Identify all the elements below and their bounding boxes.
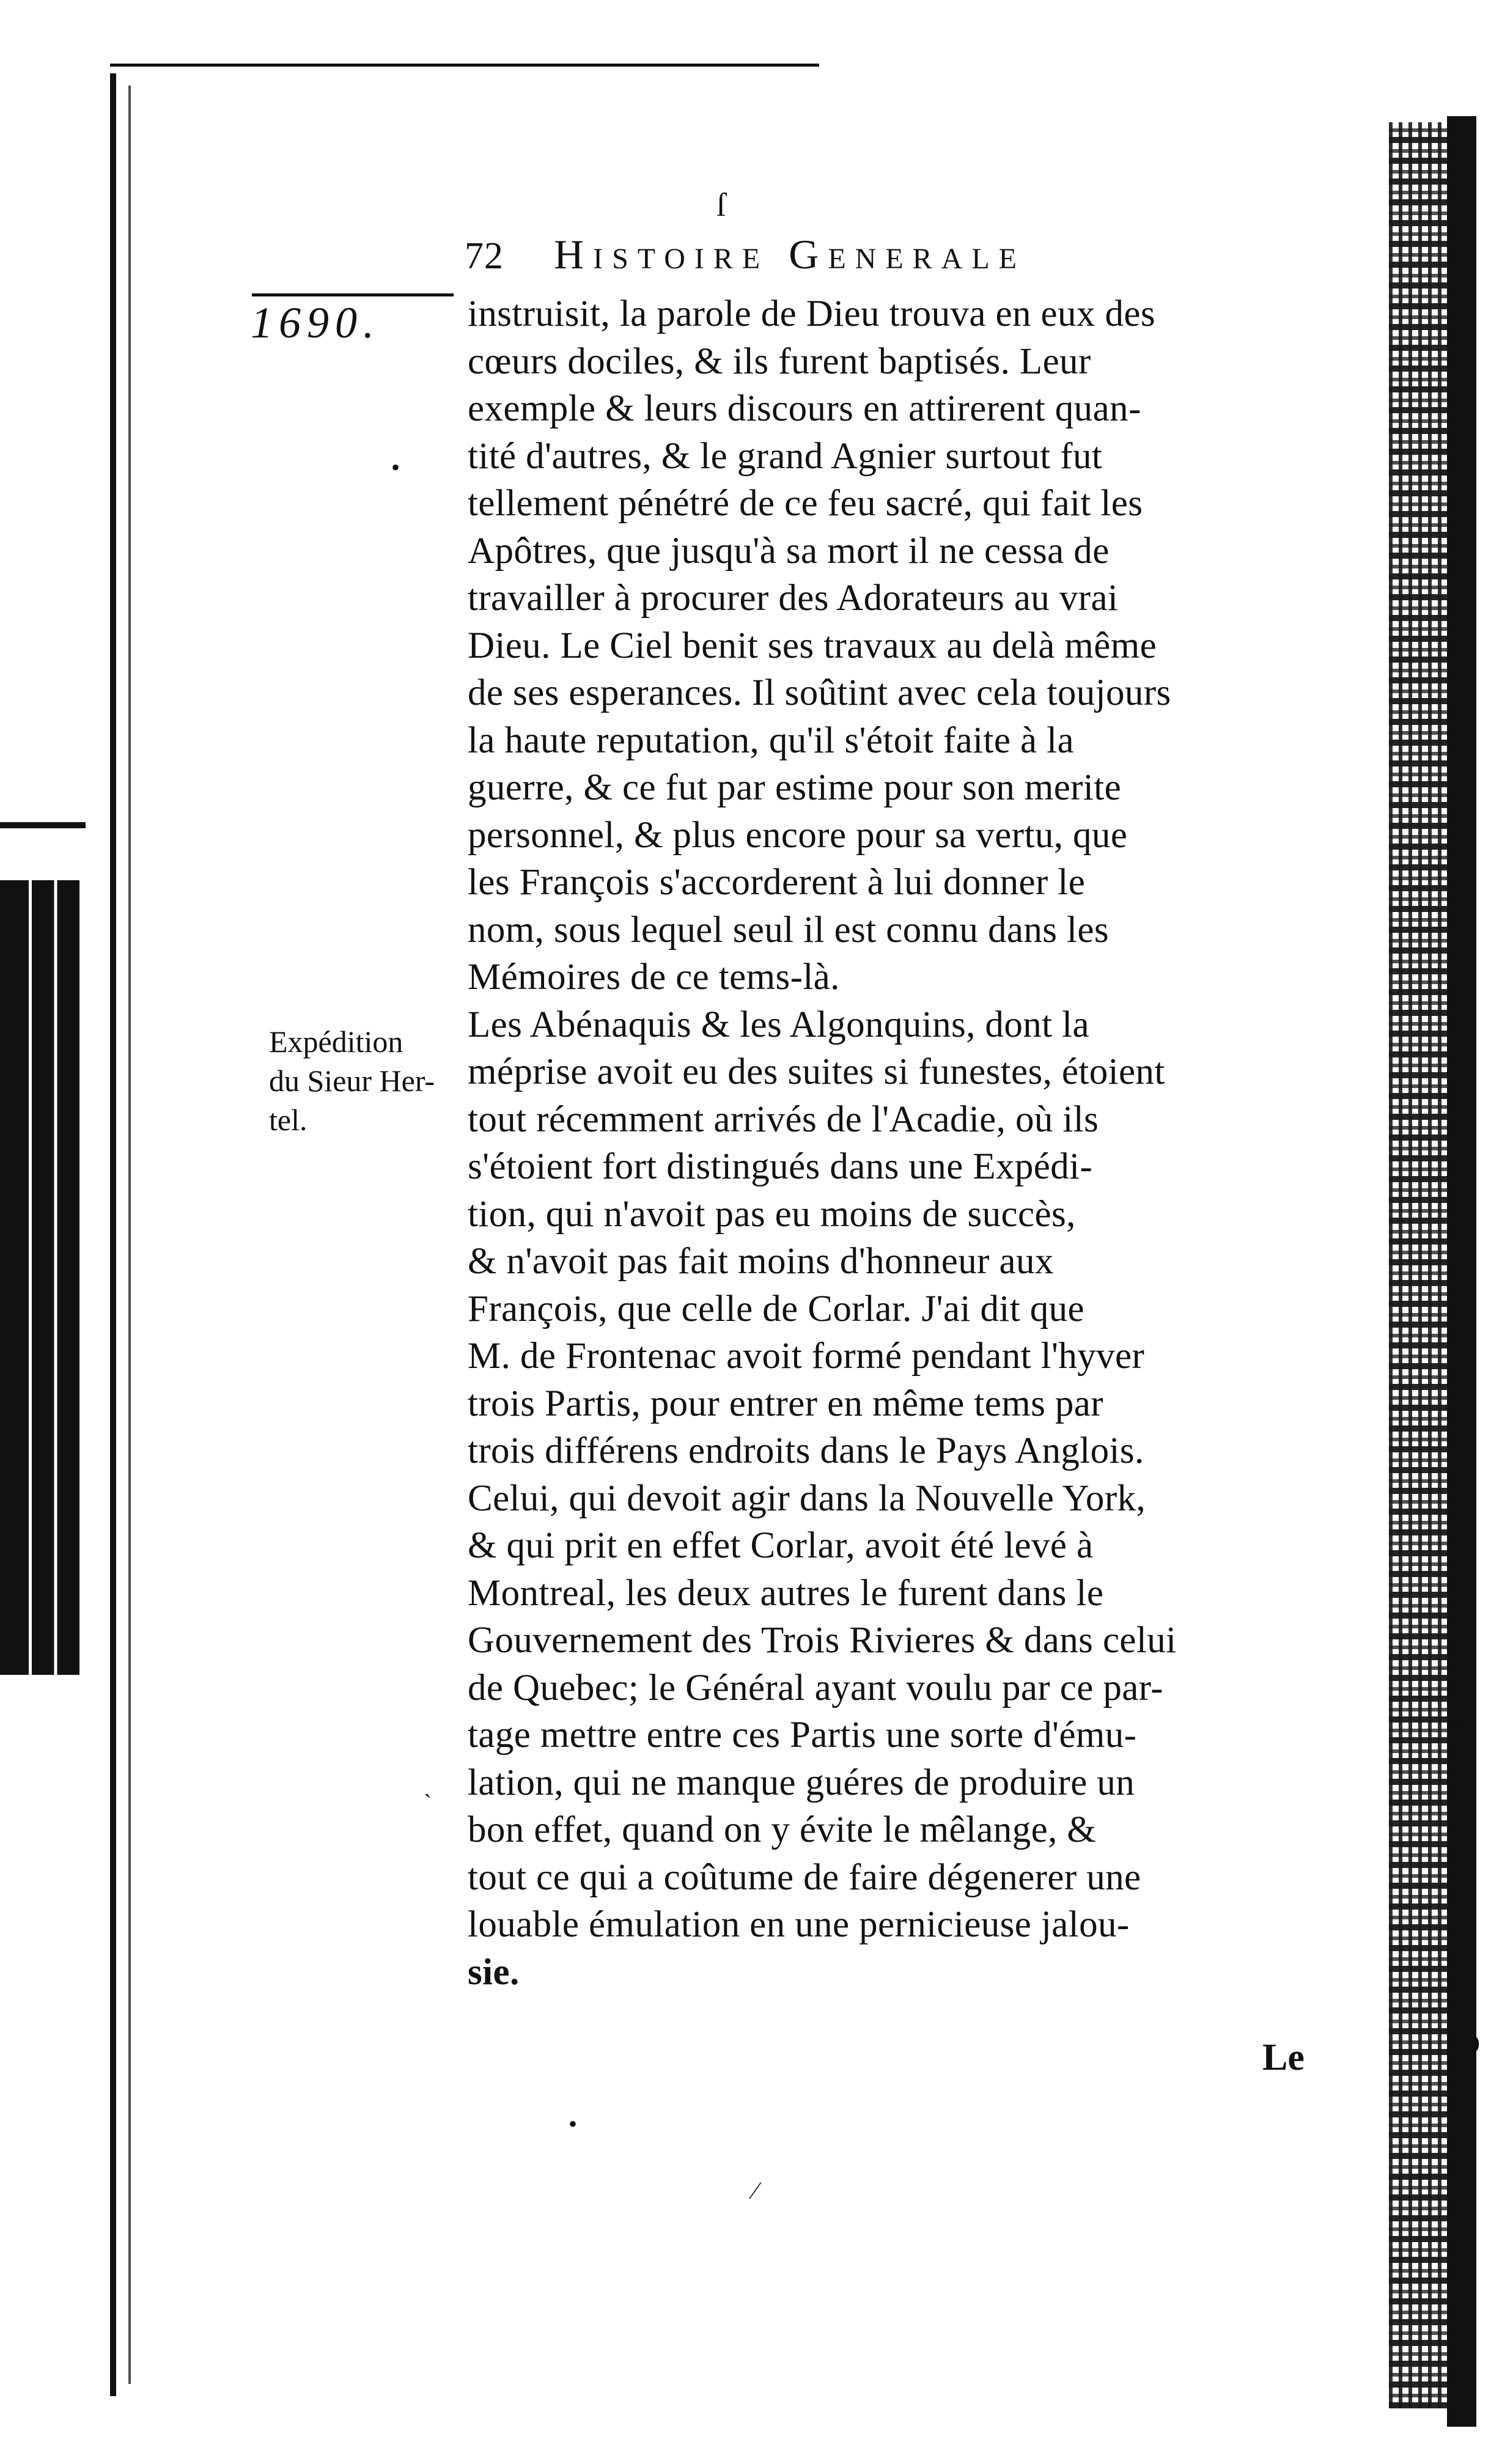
bleed-letter xyxy=(1443,1855,1485,1908)
text-line: tage mettre entre ces Partis une sorte d'ému- xyxy=(468,1715,1137,1756)
text-line: Dieu. Le Ciel benit ses travaux au delà même xyxy=(468,625,1157,666)
text-line: Montreal, les deux autres le furent dans le xyxy=(468,1572,1104,1614)
bleed-letter: a xyxy=(1456,1650,1472,1688)
year-rule xyxy=(252,293,454,296)
text-line: louable émulation en une pernicieuse jalou- xyxy=(468,1904,1130,1945)
bleed-letter: i. xyxy=(1455,1809,1473,1847)
text-line: tion, qui n'avoit pas eu moins de succès, xyxy=(468,1193,1076,1235)
right-binding-edge xyxy=(1447,116,1476,2427)
ink-mark: ſ xyxy=(716,186,726,223)
text-line: & qui prit en effet Corlar, avoit été levé à xyxy=(468,1525,1094,1566)
margin-year: 1690. xyxy=(251,298,380,347)
margin-note-line: Expédition xyxy=(269,1024,403,1059)
text-line: Celui, qui devoit agir dans la Nouvelle York, xyxy=(468,1477,1146,1519)
text-line: cœurs dociles, & ils furent baptisés. Leur xyxy=(468,340,1091,382)
text-line: personnel, & plus encore pour sa vertu, que xyxy=(468,814,1128,856)
text-line: tout récemment arrivés de l'Acadie, où ils xyxy=(468,1098,1099,1140)
left-page-border xyxy=(110,73,116,2396)
text-line: Mémoires de ce tems-là. xyxy=(468,957,840,998)
text-line: Gouvernement des Trois Rivieres & dans celui xyxy=(468,1620,1177,1661)
bottom-dot: • xyxy=(569,2110,578,2138)
page-number: 72 xyxy=(465,235,504,277)
text-line: tité d'autres, & le grand Agnier surtout fut xyxy=(468,435,1103,477)
running-head: Histoire Generale xyxy=(554,231,1026,278)
top-page-rule xyxy=(110,64,819,67)
bleed-letter: a xyxy=(1456,1756,1472,1794)
left-scan-mark xyxy=(0,822,86,828)
text-line: nom, sous lequel seul il est connu dans les xyxy=(468,909,1109,951)
text-line: Apôtres, que jusqu'à sa mort il ne cessa de xyxy=(468,530,1110,572)
margin-note-line: du Sieur Her- xyxy=(269,1064,435,1098)
text-line: guerre, & ce fut par estime pour son merite xyxy=(468,767,1122,808)
text-line: tellement pénétré de ce feu sacré, qui fait les xyxy=(468,483,1143,524)
text-line: bon effet, quand on y évite le mêlange, & xyxy=(468,1809,1097,1850)
text-line: tout ce qui a coûtume de faire dégenerer une xyxy=(468,1856,1141,1898)
text-line: instruisit, la parole de Dieu trouva en eux des xyxy=(468,293,1155,334)
text-line: travailler à procurer des Adorateurs au vrai xyxy=(468,578,1119,619)
text-line: M. de Frontenac avoit formé pendant l'hyver xyxy=(468,1336,1145,1377)
text-line: sie. xyxy=(468,1951,520,1993)
bleed-letter: ai xyxy=(1451,1969,1477,2007)
bottom-mark: ⁄ xyxy=(753,2177,757,2204)
text-line: François, que celle de Corlar. J'ai dit que xyxy=(468,1288,1084,1329)
text-line: Les Abénaquis & les Algonquins, dont la xyxy=(468,1004,1089,1045)
text-line: de ses esperances. Il soûtint avec cela toujours xyxy=(468,672,1171,713)
margin-note xyxy=(269,1022,465,1139)
text-line: lation, qui ne manque guéres de produire un xyxy=(468,1762,1135,1803)
catchword: Le xyxy=(1262,2037,1305,2078)
text-line: & n'avoit pas fait moins d'honneur aux xyxy=(468,1241,1054,1282)
text-line: la haute reputation, qu'il s'étoit faite à la xyxy=(468,719,1074,761)
body-text xyxy=(468,290,1317,1996)
right-binding-noise xyxy=(1389,122,1447,2408)
bleed-letter: co xyxy=(1448,2022,1481,2060)
margin-tick: ˋ xyxy=(424,1789,432,1817)
adjacent-page-bleed xyxy=(1443,1589,1485,2068)
bleed-letter: n xyxy=(1456,1703,1473,1741)
text-line: méprise avoit eu des suites si funestes, étoient xyxy=(468,1051,1165,1092)
text-line: exemple & leurs discours en attirerent quan- xyxy=(468,388,1141,429)
left-scan-band xyxy=(0,880,79,1675)
left-inner-border xyxy=(128,86,131,2384)
text-line: de Quebec; le Général ayant voulu par ce par- xyxy=(468,1667,1163,1708)
margin-note-line: tel. xyxy=(269,1103,307,1137)
text-line: trois différens endroits dans le Pays Anglois. xyxy=(468,1430,1144,1471)
text-line: les François s'accorderent à lui donner le xyxy=(468,862,1086,903)
text-line: s'étoient fort distingués dans une Expédi- xyxy=(468,1146,1093,1187)
bleed-letter: c xyxy=(1456,1597,1472,1635)
text-line: trois Partis, pour entrer en même tems par xyxy=(468,1383,1103,1424)
margin-dot: • xyxy=(391,454,400,481)
bleed-letter: u xyxy=(1456,1916,1473,1954)
